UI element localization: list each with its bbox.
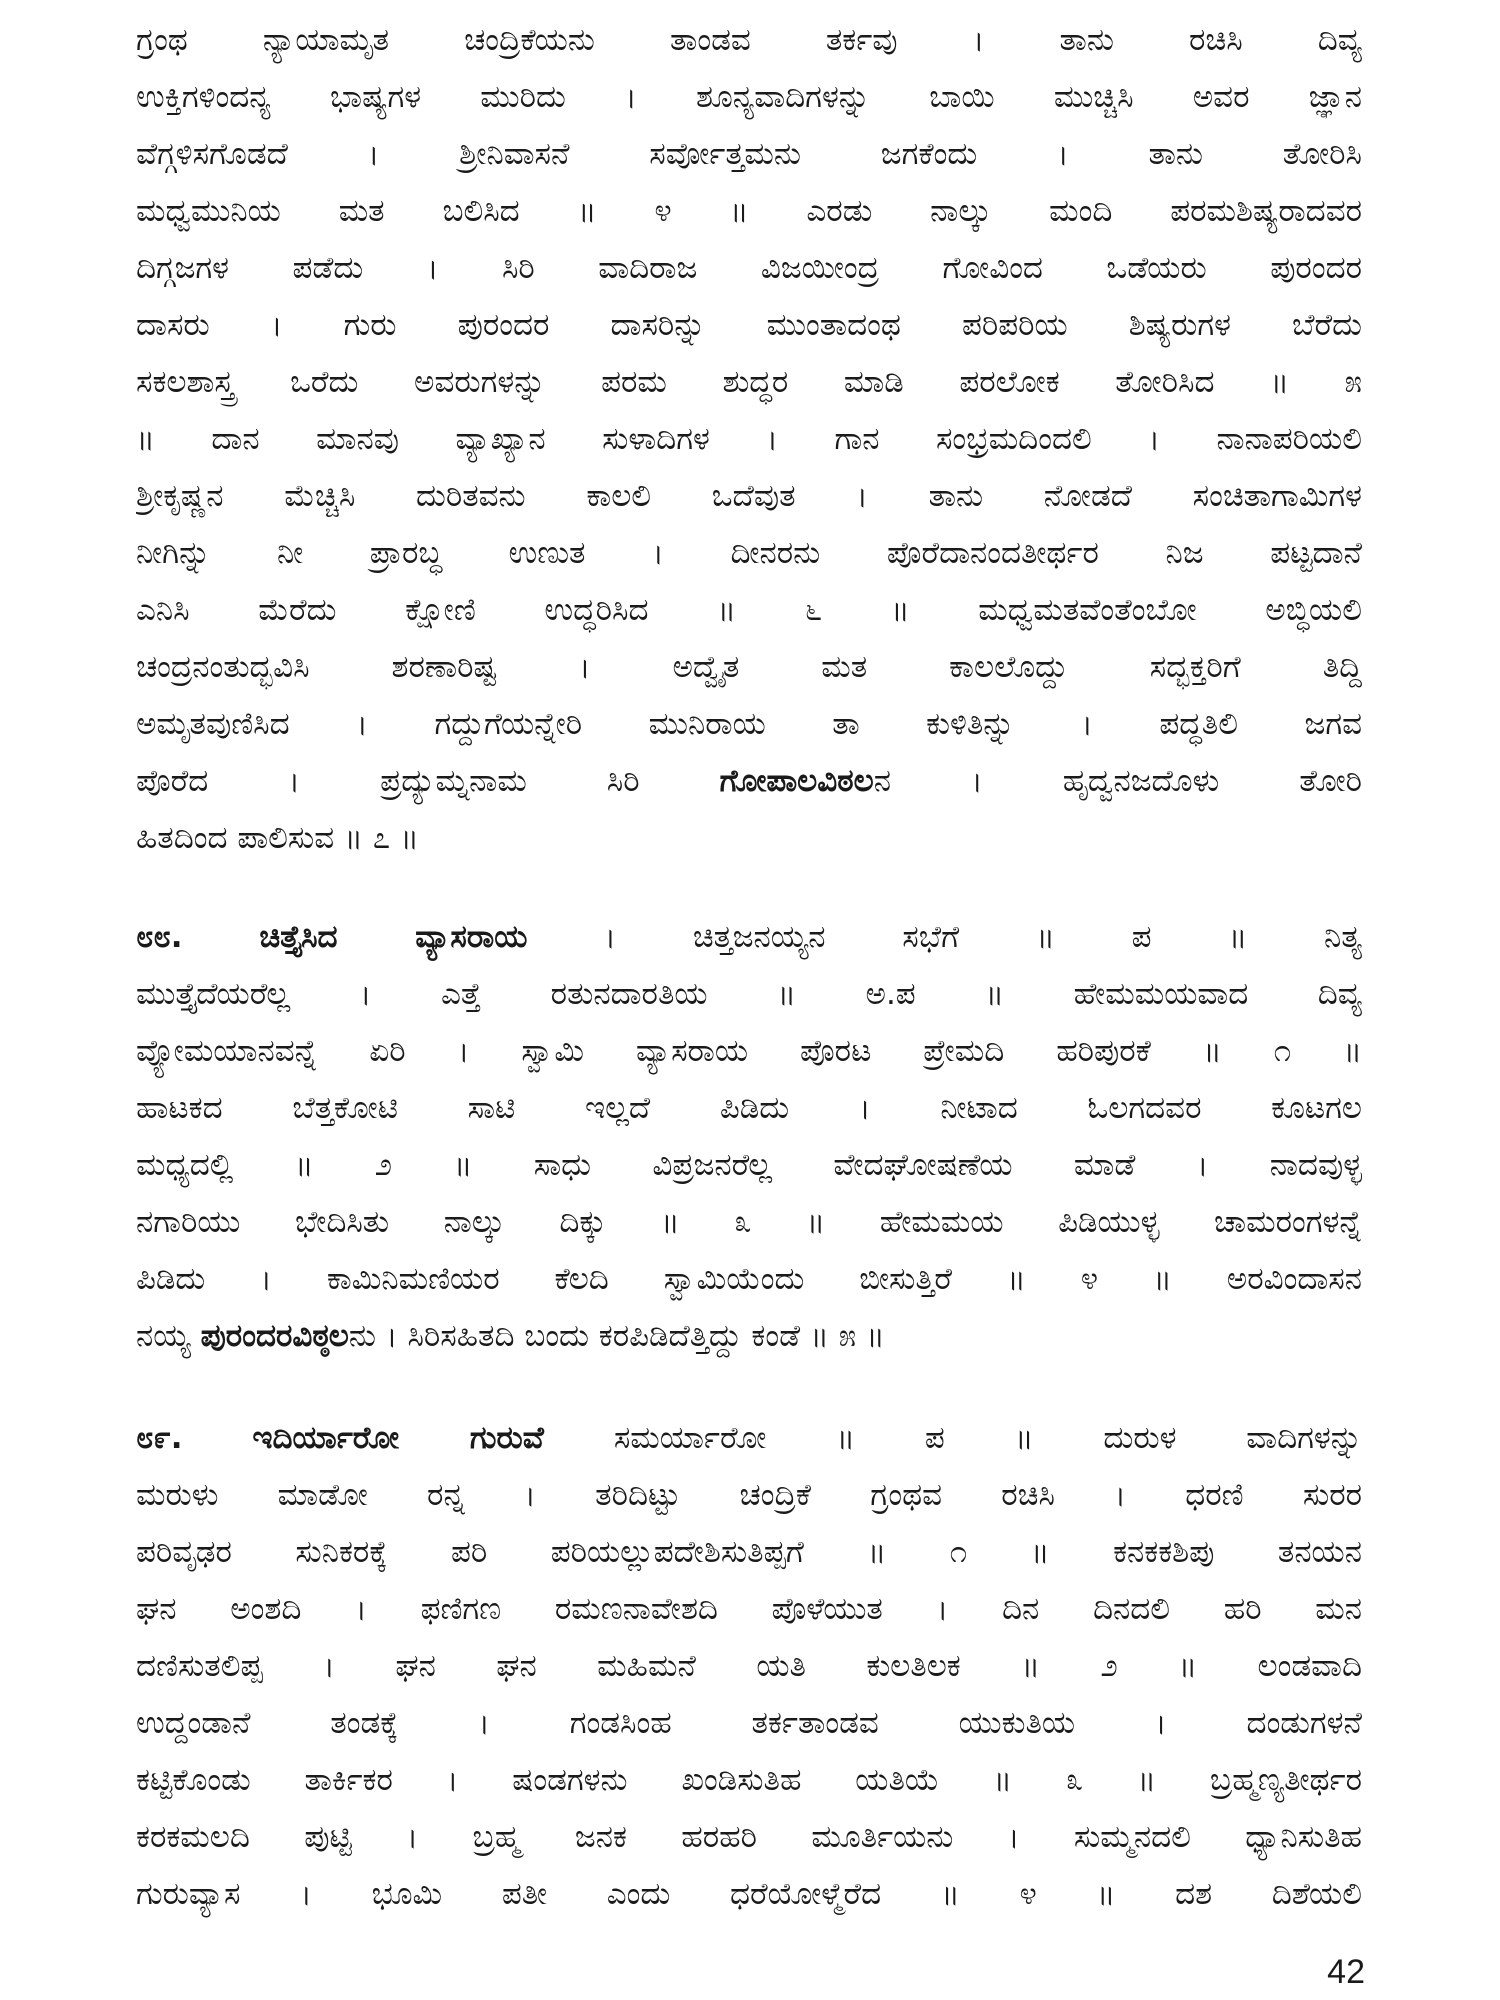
song-title: ಇದಿರ್ಯಾರೋ ಗುರುವೆ <box>252 1420 544 1456</box>
text-line: ಮರುಳು ಮಾಡೋ ರನ್ನ । ತರಿದಿಟ್ಟು ಚಂದ್ರಿಕೆ ಗ್ರಂಥವ ರಚಿಸಿ । ಧರಣಿ ಸುರರ <box>136 1477 1362 1513</box>
text-line: ಅಮೃತವುಣಿಸಿದ । ಗದ್ದುಗೆಯನ್ನೇರಿ ಮುನಿರಾಯ ತಾ ಕುಳಿತಿನ್ನು । ಪದ್ಧತಿಲಿ ಜಗವ <box>136 706 1362 742</box>
text-line: ವ್ಯೋಮಯಾನವನ್ನೆ ಏರಿ । ಸ್ವಾಮಿ ವ್ಯಾಸರಾಯ ಪೊರಟ ಪ್ರೇಮದಿ ಹರಿಪುರಕೆ ॥ ೧ ॥ <box>136 1033 1362 1069</box>
text-line: ಚಂದ್ರನಂತುದ್ಭವಿಸಿ ಶರಣಾರಿಷ್ಟ । ಅದ್ವೈತ ಮತ ಕಾಲಲೊದ್ದು ಸದ್ಭಕ್ತರಿಗೆ ತಿದ್ದಿ <box>136 649 1362 685</box>
text-line: ಗುರುವ್ಯಾಸ । ಭೂಮಿ ಪತೀ ಎಂದು ಧರೆಯೋಳ್ಮೆರೆದ ॥ ೪ ॥ ದಶ ದಿಶೆಯಲಿ <box>136 1876 1362 1912</box>
text-line: ಮುತ್ತೈದೆಯರೆಲ್ಲ । ಎತ್ತೆ ರತುನದಾರತಿಯ ॥ ಅ.ಪ ॥ ಹೇಮಮಯವಾದ ದಿವ್ಯ <box>136 976 1362 1012</box>
text-line: ॥ ದಾನ ಮಾನವು ವ್ಯಾಖ್ಯಾನ ಸುಳಾದಿಗಳ । ಗಾನ ಸಂಭ್ರಮದಿಂದಲಿ । ನಾನಾಪರಿಯಲಿ <box>136 421 1362 457</box>
text-line: ಕಟ್ಟಿಕೊಂಡು ತಾರ್ಕಿಕರ । ಷಂಡಗಳನು ಖಂಡಿಸುತಿಹ ಯತಿಯೆ ॥ ೩ ॥ ಬ್ರಹ್ಮಣ್ಯತೀರ್ಥರ <box>136 1762 1362 1798</box>
song-number: ೮೯. <box>136 1420 183 1456</box>
page-number: 42 <box>1327 1953 1365 1991</box>
text-line: ಹಾಟಕದ ಬೆತ್ತಕೋಟಿ ಸಾಟಿ ಇಲ್ಲದೆ ಪಿಡಿದು । ನೀಟಾದ ಓಲಗದವರ ಕೂಟಗಲ <box>136 1090 1362 1126</box>
line-text: । ಚಿತ್ತಜನಯ್ಯನ ಸಭೆಗೆ ॥ ಪ ॥ ನಿತ್ಯ <box>604 919 1362 955</box>
text-line <box>136 753 1362 810</box>
line-text: ನು । ಸಿರಿಸಹಿತದಿ ಬಂದು ಕರಪಿಡಿದೆತ್ತಿದ್ದು ಕಂಡೆ ॥ ೫ ॥ <box>348 1318 885 1354</box>
text-line: ದಾಸರು । ಗುರು ಪುರಂದರ ದಾಸರಿನ್ನು ಮುಂತಾದಂಥ ಪರಿಪರಿಯ ಶಿಷ್ಯರುಗಳ ಬೆರೆದು <box>136 307 1362 343</box>
song-88 <box>136 909 1362 1365</box>
text-line: ಪಿಡಿದು । ಕಾಮಿನಿಮಣಿಯರ ಕೆಲದಿ ಸ್ವಾಮಿಯೆಂದು ಬೀಸುತ್ತಿರೆ ॥ ೪ ॥ ಅರವಿಂದಾಸನ <box>136 1261 1362 1297</box>
text-line: ಸಕಲಶಾಸ್ತ್ರ ಒರೆದು ಅವರುಗಳನ್ನು ಪರಮ ಶುದ್ಧರ ಮಾಡಿ ಪರಲೋಕ ತೋರಿಸಿದ ॥ ೫ <box>136 364 1362 400</box>
song-heading-line <box>136 1410 1362 1467</box>
line-text: ನ । ಹೃದ್ವನಜದೊಳು ತೋರಿ <box>873 763 1362 799</box>
text-line: ಹಿತದಿಂದ ಪಾಲಿಸುವ ॥ ೭ ॥ <box>136 820 419 856</box>
text-line: ಕರಕಮಲದಿ ಪುಟ್ಟಿ । ಬ್ರಹ್ಮ ಜನಕ ಹರಹರಿ ಮೂರ್ತಿಯನು । ಸುಮ್ಮನದಲಿ ಧ್ಯಾನಿಸುತಿಹ <box>136 1819 1362 1855</box>
text-line: ಎನಿಸಿ ಮೆರೆದು ಕ್ಷೋಣಿ ಉದ್ಧರಿಸಿದ ॥ ೬ ॥ ಮಧ್ವಮತವೆಂತೆಂಬೋ ಅಬ್ಧಿಯಲಿ <box>136 592 1362 628</box>
text-line: ದಣಿಸುತಲಿಪ್ಪ । ಘನ ಘನ ಮಹಿಮನೆ ಯತಿ ಕುಲತಿಲಕ ॥ ೨ ॥ ಲಂಡವಾದಿ <box>136 1648 1362 1684</box>
text-line: ಶ್ರೀಕೃಷ್ಣನ ಮೆಚ್ಚಿಸಿ ದುರಿತವನು ಕಾಲಲಿ ಒದೆವುತ । ತಾನು ನೋಡದೆ ಸಂಚಿತಾಗಾಮಿಗಳ <box>136 478 1362 514</box>
line-text: ಪೊರೆದ । ಪ್ರದ್ಯುಮ್ನನಾಮ ಸಿರಿ <box>136 763 640 799</box>
song-number: ೮೮. <box>136 919 183 955</box>
text-line: ಪರಿವೃಢರ ಸುನಿಕರಕ್ಕೆ ಪರಿ ಪರಿಯಲ್ಲುಪದೇಶಿಸುತಿಪ್ಪಗೆ ॥ ೧ ॥ ಕನಕಕಶಿಪು ತನಯನ <box>136 1534 1362 1570</box>
text-line <box>136 1308 1362 1365</box>
text-line: ಗ್ರಂಥ ನ್ಯಾಯಾಮೃತ ಚಂದ್ರಿಕೆಯನು ತಾಂಡವ ತರ್ಕವು । ತಾನು ರಚಿಸಿ ದಿವ್ಯ <box>136 22 1362 58</box>
song-89 <box>136 1410 1362 1923</box>
text-line: ಮಧ್ವಮುನಿಯ ಮತ ಬಲಿಸಿದ ॥ ೪ ॥ ಎರಡು ನಾಲ್ಕು ಮಂದಿ ಪರಮಶಿಷ್ಯರಾದವರ <box>136 193 1362 229</box>
text-line: ಉಕ್ತಿಗಳಿಂದನ್ಯ ಭಾಷ್ಯಗಳ ಮುರಿದು । ಶೂನ್ಯವಾದಿಗಳನ್ನು ಬಾಯಿ ಮುಚ್ಚಿಸಿ ಅವರ ಜ್ಞಾನ <box>136 79 1362 115</box>
line-text: ನಯ್ಯ <box>136 1318 191 1354</box>
text-line: ದಿಗ್ಗಜಗಳ ಪಡೆದು । ಸಿರಿ ವಾದಿರಾಜ ವಿಜಯೀಂದ್ರ ಗೋವಿಂದ ಒಡೆಯರು ಪುರಂದರ <box>136 250 1362 286</box>
text-line: ಘನ ಅಂಶದಿ । ಫಣಿಗಣ ರಮಣನಾವೇಶದಿ ಪೊಳೆಯುತ । ದಿನ ದಿನದಲಿ ಹರಿ ಮನ <box>136 1591 1362 1627</box>
text-line: ನೀಗಿನ್ನು ನೀ ಪ್ರಾರಬ್ಧ ಉಣುತ । ದೀನರನು ಪೊರೆದಾನಂದತೀರ್ಥರ ನಿಜ ಪಟ್ಟದಾನೆ <box>136 535 1362 571</box>
ankita-name: ಗೋಪಾಲವಿಠಲ <box>719 763 874 799</box>
line-text: ಸಮರ್ಯಾರೋ ॥ ಪ ॥ ದುರುಳ ವಾದಿಗಳನ್ನು <box>613 1420 1362 1456</box>
text-line: ಮಧ್ಯದಲ್ಲಿ ॥ ೨ ॥ ಸಾಧು ವಿಪ್ರಜನರೆಲ್ಲ ವೇದಘೋಷಣೆಯ ಮಾಡೆ । ನಾದವುಳ್ಳ <box>136 1147 1362 1183</box>
text-line: ಉದ್ದಂಡಾನೆ ತಂಡಕ್ಕೆ । ಗಂಡಸಿಂಹ ತರ್ಕತಾಂಡವ ಯುಕುತಿಯ । ದಂಡುಗಳನೆ <box>136 1705 1362 1741</box>
continued-song <box>136 12 1362 867</box>
song-title: ಚಿತ್ತೈಸಿದ ವ್ಯಾಸರಾಯ <box>259 919 528 955</box>
text-line: ನಗಾರಿಯು ಭೇದಿಸಿತು ನಾಲ್ಕು ದಿಕ್ಕು ॥ ೩ ॥ ಹೇಮಮಯ ಪಿಡಿಯುಳ್ಳ ಚಾಮರಂಗಳನ್ನೆ <box>136 1204 1362 1240</box>
ankita-name: ಪುರಂದರವಿಠ್ಠಲ <box>200 1318 349 1354</box>
text-line: ವೆಗ್ಗಳಿಸಗೊಡದೆ । ಶ್ರೀನಿವಾಸನೆ ಸರ್ವೋತ್ತಮನು ಜಗಕೆಂದು । ತಾನು ತೋರಿಸಿ <box>136 136 1362 172</box>
song-heading-line <box>136 909 1362 966</box>
